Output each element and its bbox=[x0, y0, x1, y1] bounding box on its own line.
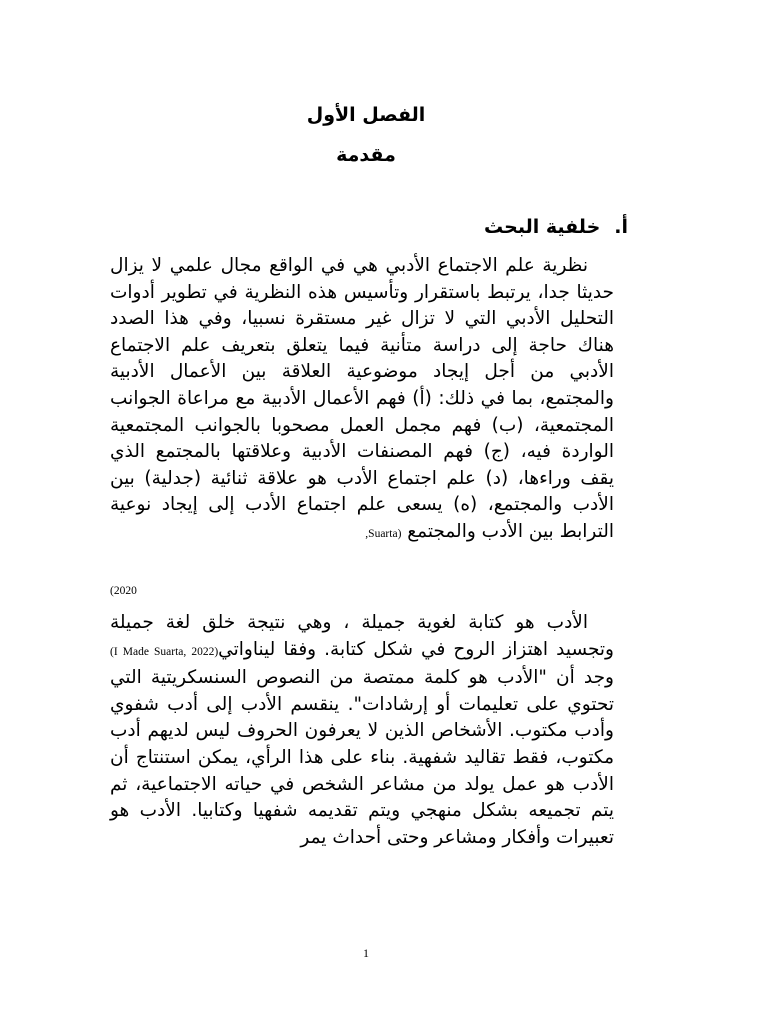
paragraph-2-text-before: الأدب هو كتابة لغوية جميلة ، وهي نتيجة خلق لغة جميلة وتجسيد اهتزاز الروح في شكل كتابة. وفقا ليناواتي bbox=[110, 612, 614, 660]
paragraph-1-text: نظرية علم الاجتماع الأدبي هي في الواقع مجال علمي لا يزال حديثا جدا، يرتبط باستقرار وتأسيس هذه النظرية في تطوير أدوات التحليل الأدبي التي لا تزال غير مستقرة نسبيا، وفي هذا الصدد هناك حاجة إلى دراسة متأنية فيما يتعلق بتعريف علم الاجتماع الأدبي من أجل إيجاد موضوعية العلاقة بين الأعمال الأدبية والمجتمع، بما في ذلك: (أ) فهم الأعمال الأدبية مع مراعاة الجوانب المجتمعية، (ب) فهم مجمل العمل مصحوبا بالجوانب المجتمعية الواردة فيه، (ج) فهم المصنفات الأدبية وعلاقتها بالمجتمع الذي يقف وراءها، (د) علم اجتماع الأدب هو علاقة ثنائية (جدلية) بين الأدب والمجتمع، (ه) يسعى علم اجتماع الأدب إلى إيجاد نوعية الترابط بين الأدب والمجتمع bbox=[110, 255, 614, 542]
section-heading bbox=[484, 216, 628, 238]
chapter-subtitle: مقدمة bbox=[336, 144, 396, 166]
chapter-title: الفصل الأول bbox=[306, 104, 426, 126]
citation-suarta-2020-start: (Suarta, bbox=[365, 527, 402, 540]
paragraph-2-text-after: وجد أن "الأدب هو كلمة ممتصة من النصوص السنسكريتية التي تحتوي على تعليمات أو إرشادات". ينقسم الأدب إلى أدب شفوي وأدب مكتوب. الأشخاص الذين لا يعرفون الحروف ليس لديهم أدب مكتوب، فقط تقاليد شفهية. بناء على هذا الرأي، يمكن استنتاج أن الأدب هو عمل يولد من مشاعر الشخص في حياته الاجتماعية، ثم يتم تجميعه بشكل منهجي ويتم تقديمه شفهيا وكتابيا. الأدب هو تعبيرات وأفكار ومشاعر وحتى أحداث يمر bbox=[110, 667, 614, 848]
paragraph-1 bbox=[110, 253, 614, 548]
citation-suarta-2022: (I Made Suarta, 2022) bbox=[110, 645, 219, 658]
section-number: أ. bbox=[614, 216, 628, 238]
section-heading-text: خلفية البحث bbox=[484, 216, 601, 238]
citation-suarta-2020-end: 2020) bbox=[110, 585, 137, 597]
page-number: 1 bbox=[363, 946, 369, 960]
paragraph-2 bbox=[110, 610, 614, 851]
